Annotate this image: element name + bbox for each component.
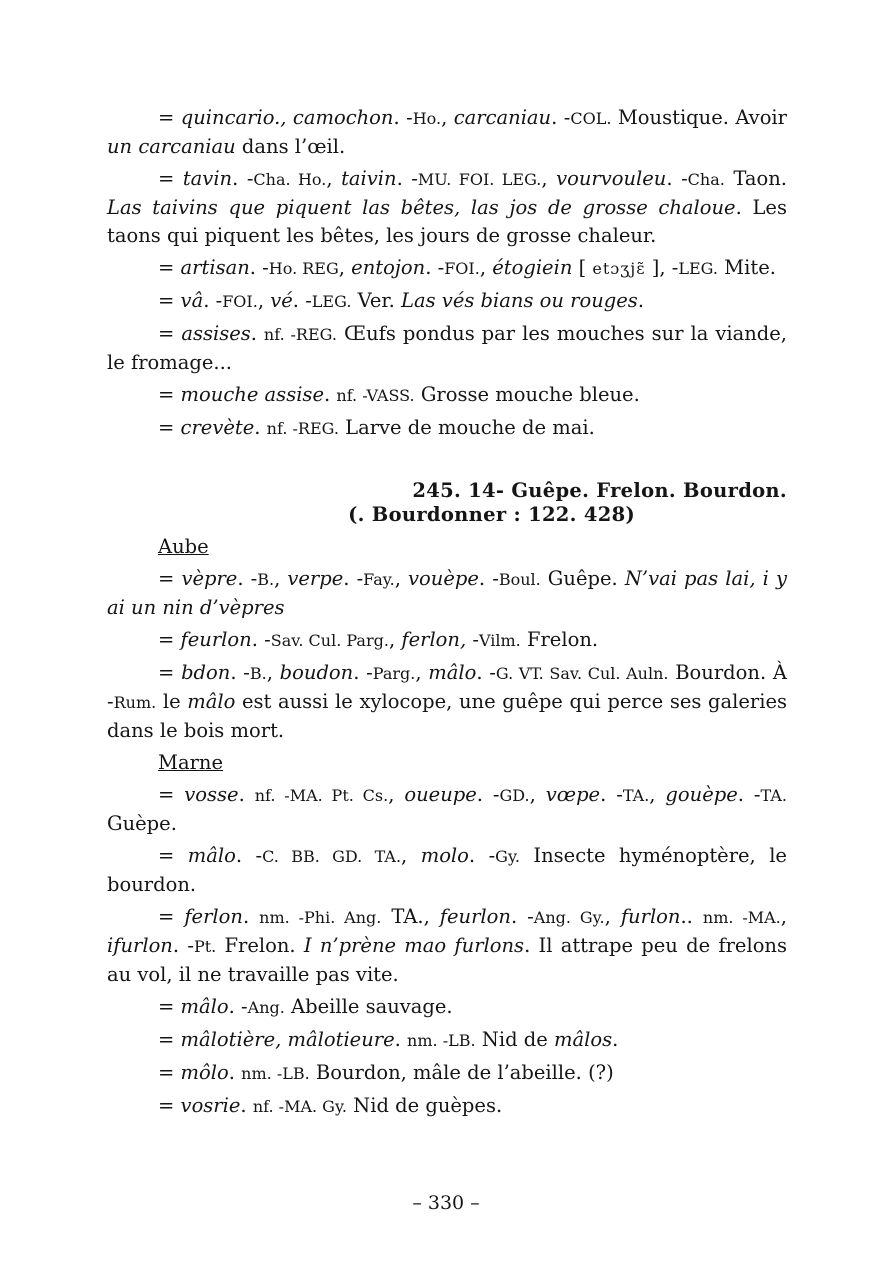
region-heading-aube: Aube [158,535,209,558]
entry-frelon-aube: = feurlon. -Sav. Cul. Parg., ferlon, -Vilm. Frelon. [158,628,599,651]
section-title: 245. 14- Guêpe. Frelon. Bourdon. [412,479,787,502]
entry-bourdon-marne: = mâlo. -C. BB. GD. TA., molo. -Gy. Insecte hyménoptère, le bourdon. [107,844,787,896]
entry-nid-guepes: = vosrie. nf. -MA. Gy. Nid de guèpes. [158,1094,503,1117]
entry-abeille-sauvage: = mâlo. -Ang. Abeille sauvage. [158,995,453,1018]
entry-oeufs: = assises. nf. -REG. Œufs pondus par les mouches sur la viande, le fromage... [107,322,787,374]
section-spacer [107,447,787,479]
entry-bourdon-aube: = bdon. -B., boudon. -Parg., mâlo. -G. VT. Sav. Cul. Auln. Bourdon. À -Rum. le mâlo est aussi le xylocope, une guêpe qui perce ses galeries dans le bois mort. [107,661,787,742]
entry-frelon-marne: = ferlon. nm. -Phi. Ang. TA., feurlon. -Ang. Gy., furlon.. nm. -MA., ifurlon. -Pt. Frelon. I n’prène mao furlons. Il attrape peu de frelons au vol, il ne travaille pas vite. [107,905,787,986]
entry-taon: = tavin. -Cha. Ho., taivin. -MU. FOI. LEG., vourvouleu. -Cha. Taon. Las taivins que piquent las bêtes, las jos de grosse chaloue. Les taons qui piquent les bêtes, les jours de grosse chaleur. [107,167,787,247]
entry-mouche-bleue: = mouche assise. nf. -VASS. Grosse mouche bleue. [158,383,640,406]
page-body [107,104,787,1125]
entry-guepe-aube: = vèpre. -B., verpe. -Fay., vouèpe. -Boul. Guêpe. N’vai pas lai, i y ai un nin d’vèpres [107,567,787,619]
page-number: – 330 – [412,1192,480,1214]
entry-moustique: = quincario., camochon. -Ho., carcaniau. -COL. Moustique. Avoir un carcaniau dans l’œil. [107,106,787,158]
region-heading-marne: Marne [158,751,224,774]
entry-guepe-marne: = vosse. nf. -MA. Pt. Cs., oueupe. -GD., vœpe. -TA., gouèpe. -TA. Guèpe. [107,783,787,835]
phonetic-transcription: etɔʒjɛ̃ [592,259,646,278]
entry-nid-malos: = mâlotière, mâlotieure. nm. -LB. Nid de mâlos. [158,1028,619,1051]
entry-mite: = artisan. -Ho. REG, entojon. -FOI., étogiein [ etɔʒjɛ̃ ], -LEG. Mite. [158,256,776,279]
entry-ver: = vâ. -FOI., vé. -LEG. Ver. Las vés bians ou rouges. [158,289,645,312]
entry-larve: = crevète. nf. -REG. Larve de mouche de mai. [158,416,595,439]
section-subtitle: (. Bourdonner : 122. 428) [348,503,635,526]
entry-male-abeille: = môlo. nm. -LB. Bourdon, mâle de l’abeille. (?) [158,1061,614,1084]
